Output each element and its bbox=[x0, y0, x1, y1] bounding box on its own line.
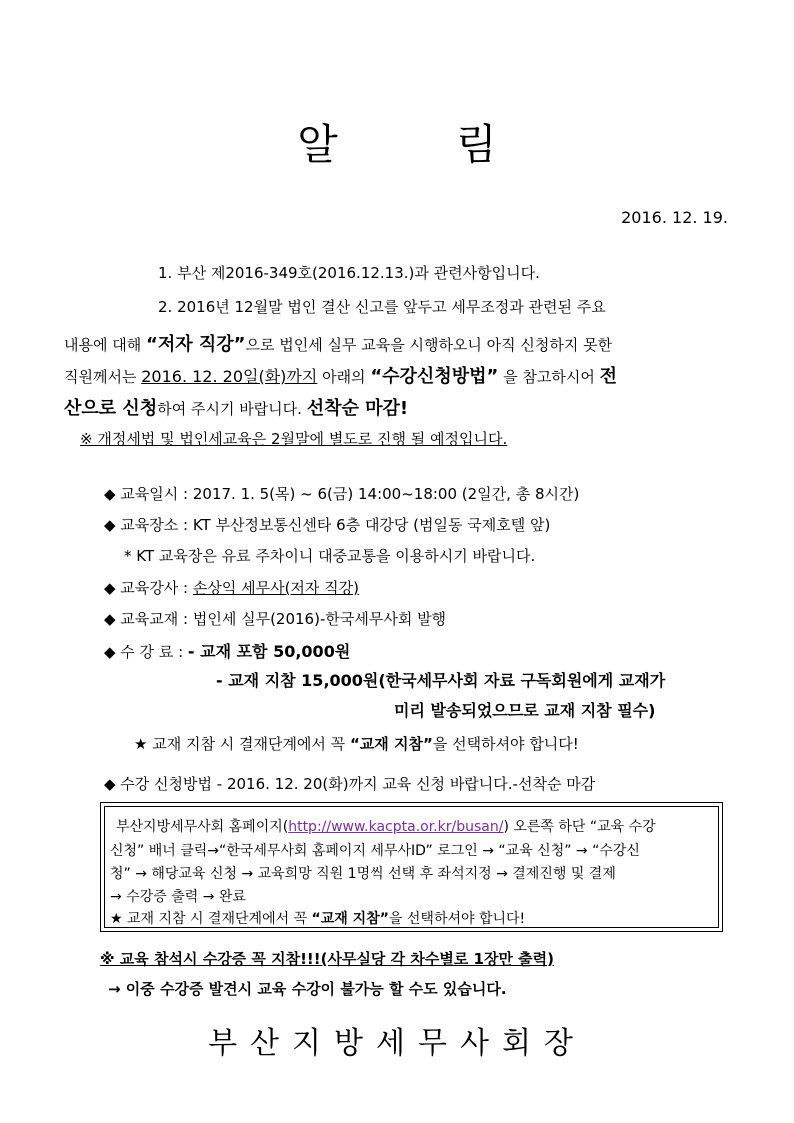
emphasis: 전 bbox=[599, 366, 617, 387]
page-title: 알 림 bbox=[297, 120, 497, 169]
detail-fee bbox=[104, 639, 350, 662]
paragraph-2-line-3 bbox=[64, 362, 617, 388]
warning-duplicate: → 이중 수강증 발견시 교육 수강이 불가능 할 수도 있습니다. bbox=[108, 980, 507, 998]
text: ★ 교재 지참 시 결재단계에서 꼭 bbox=[134, 735, 350, 753]
text: ) 오른쪽 하단 “교육 수강 bbox=[503, 819, 656, 835]
text: 하여 주시기 바랍니다. bbox=[157, 400, 307, 418]
text: 부산지방세무사회 홈페이지( bbox=[116, 819, 289, 835]
detail-parking: * KT 교육장은 유료 주차이니 대중교통을 이용하시기 바랍니다. bbox=[124, 547, 536, 565]
paragraph-2-line-2 bbox=[64, 330, 612, 356]
text: 직원께서는 bbox=[64, 368, 142, 386]
notice: ※ 개정세법 및 법인세교육은 2월말에 별도로 진행 될 예정입니다. bbox=[80, 430, 508, 448]
detail-instructor bbox=[104, 577, 359, 598]
emphasis: “교재 지참” bbox=[349, 735, 433, 753]
homepage-link[interactable]: http://www.kacpta.or.kr/busan/ bbox=[288, 819, 504, 835]
paragraph-2-line-1: 2. 2016년 12월말 법인 결산 신고를 앞두고 세무조정과 관련된 주요 bbox=[158, 298, 606, 316]
paragraph-2-line-4 bbox=[64, 394, 408, 420]
instructor-name: 손상익 세무사(저자 직강) bbox=[192, 579, 360, 597]
emphasis: “수강신청방법” bbox=[370, 366, 499, 387]
emphasis: 선착순 마감! bbox=[306, 398, 409, 419]
text: 을 참고하시어 bbox=[498, 368, 600, 386]
detail-date: ◆ 교육일시 : 2017. 1. 5(목) ~ 6(금) 14:00~18:00 (2일간, 총 8시간) bbox=[104, 485, 580, 503]
text: 내용에 대해 bbox=[64, 336, 146, 354]
fee-without-textbook: - 교재 지참 15,000원(한국세무사회 자료 구독회원에게 교재가 bbox=[216, 671, 666, 690]
text: 으로 법인세 실무 교육을 시행하오니 아직 신청하지 못한 bbox=[245, 336, 613, 354]
signature: 부산지방세무사회장 bbox=[208, 1026, 586, 1061]
label: ◆ 수 강 료 : bbox=[104, 643, 188, 661]
date: 2016. 12. 19. bbox=[621, 208, 728, 227]
text: 을 선택하셔야 합니다! bbox=[388, 911, 526, 927]
paragraph-1: 1. 부산 제2016-349호(2016.12.13.)과 관련사항입니다. bbox=[158, 264, 540, 282]
detail-textbook: ◆ 교육교재 : 법인세 실무(2016)-한국세무사회 발행 bbox=[104, 610, 447, 628]
emphasis: “교재 지참” bbox=[311, 911, 389, 927]
text: ★ 교재 지참 시 결재단계에서 꼭 bbox=[110, 911, 312, 927]
fee-with-textbook: - 교재 포함 50,000원 bbox=[187, 642, 351, 661]
box-line-2: 신청” 배너 클릭→“한국세무사회 홈페이지 세무사ID” 로그인 → “교육 신청” → “수강신 bbox=[110, 843, 640, 859]
apply-method: ◆ 수강 신청방법 - 2016. 12. 20(화)까지 교육 신청 바랍니다.-선착순 마감 bbox=[104, 775, 596, 793]
box-line-4: → 수강증 출력 → 완료 bbox=[110, 889, 246, 905]
box-line-3: 청” → 해당교육 신청 → 교육희망 직원 1명씩 선택 후 좌석지정 → 결제진행 및 결제 bbox=[110, 866, 616, 882]
detail-place: ◆ 교육장소 : KT 부산정보통신센타 6층 대강당 (범일동 국제호텔 앞) bbox=[104, 516, 551, 534]
text: 을 선택하셔야 합니다! bbox=[432, 735, 579, 753]
emphasis: “저자 직강” bbox=[146, 334, 246, 355]
box-line-1 bbox=[116, 816, 656, 836]
label: ◆ 교육강사 : bbox=[104, 579, 193, 597]
warning-attendance: ※ 교육 참석시 수강증 꼭 지참!!!(사무실당 각 차수별로 1장만 출력) bbox=[100, 950, 555, 968]
deadline: 2016. 12. 20일(화)까지 bbox=[141, 367, 318, 386]
text: 아래의 bbox=[317, 368, 371, 386]
emphasis: 산으로 신청 bbox=[64, 398, 158, 419]
fee-note: 미리 발송되었으므로 교재 지참 필수) bbox=[394, 701, 656, 720]
star-notice bbox=[134, 733, 579, 754]
box-line-5 bbox=[110, 908, 525, 928]
